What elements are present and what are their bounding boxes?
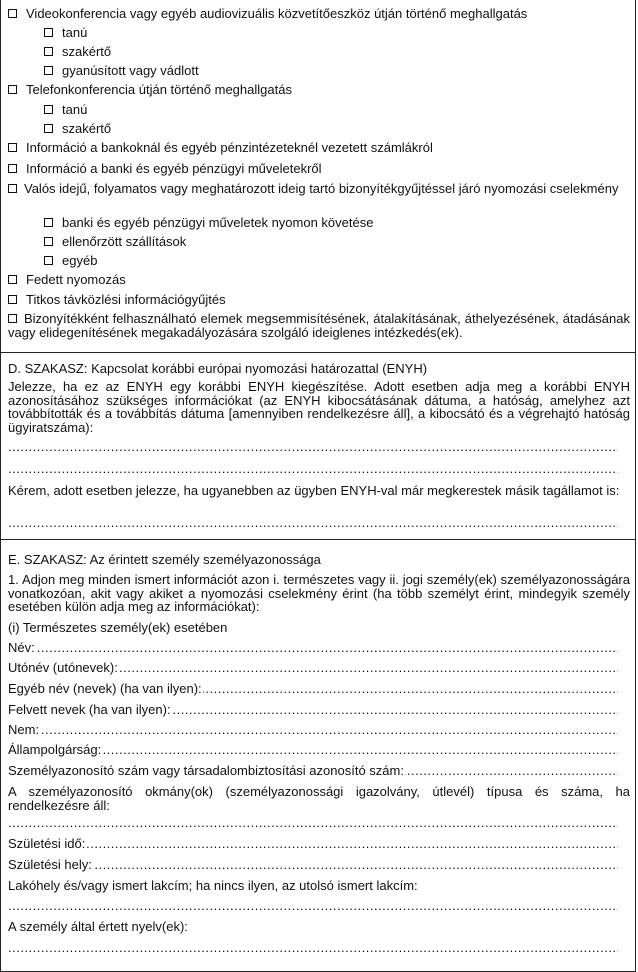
section-e-intro: 1. Adjon meg minden ismert információt azon i. természetes vagy ii. jogi személy(ek) személyazonosságára vonatkozóan, akit vagy akiket a nyomozási cselekmény érint (ha több személyt érint, mindegyik személy esetében külön adja meg az információkat): [8,572,630,614]
id-document-label: A személyazonosító okmány(ok) (személyazonossági igazolvány, útlevél) típusa és száma, ha rendelkezésre áll: [8,784,630,813]
checkbox[interactable] [44,256,53,265]
item-videoconference[interactable]: Videokonferencia vagy egyéb audiovizuális közvetítőeszköz útján történő meghallgatás [8,6,527,21]
checkbox[interactable] [44,218,53,227]
checkbox[interactable] [8,184,17,193]
surname-label: Utónév (utónevek): [8,660,118,675]
citizenship-label: Állampolgárság: [8,742,102,757]
answer-line-2[interactable] [8,461,618,476]
other-name-label: Egyéb név (nevek) (ha van ilyen): [8,681,202,696]
checkbox[interactable] [8,85,17,94]
item-provisional-measures[interactable]: Bizonyítékként felhasználható elemek megsemmisítésének, átalakításának, áthelyezésének, átadásának vagy elidegenítésének megakadályozására szolgáló ideiglenes intézkedés(ek). [8,311,630,340]
checkbox[interactable] [8,9,17,18]
subitem-controlled-delivery[interactable]: ellenőrzött szállítások [44,234,186,249]
checkbox[interactable] [8,314,17,323]
checkbox[interactable] [44,28,53,37]
alias-label: Felvett nevek (ha van ilyen): [8,702,171,717]
checkbox[interactable] [8,164,17,173]
subitem-monitoring[interactable]: banki és egyéb pénzügyi műveletek nyomon követése [44,215,373,230]
item-teleconference[interactable]: Telefonkonferencia útján történő meghallgatás [8,82,292,97]
item-realtime[interactable]: Valós idejű, folyamatos vagy meghatározott ideig tartó bizonyítékgyűjtéssel járó nyomozási cselekmény [8,182,630,196]
birth-place-field[interactable] [8,857,618,872]
item-interception[interactable]: Titkos távközlési információgyűjtés [8,292,226,307]
sex-field[interactable] [8,722,618,737]
language-label: A személy által értett nyelv(ek): [8,919,188,934]
checkbox[interactable] [44,66,53,75]
name-field[interactable] [8,640,618,655]
sex-label: Nem: [8,722,40,737]
checkbox[interactable] [8,295,17,304]
birth-place-label: Születési hely: [8,857,92,872]
checkbox[interactable] [44,237,53,246]
section-d-paragraph: Jelezze, ha ez az ENYH egy korábbi ENYH kiegészítése. Adott esetben adja meg a korábbi ENYH azonosításához szükséges információkat (az ENYH kibocsátásának dátuma, a hatóság, amelyhez azt továbbították és a továbbítás dátuma [amennyiben rendelkezésre áll], a kibocsátó és a végrehajtó hatóság ügyiratszáma): [8,379,630,435]
residence-label: Lakóhely és/vagy ismert lakcím; ha nincs ilyen, az utolsó ismert lakcím: [8,878,418,893]
answer-line-3[interactable] [8,515,618,530]
subitem-suspect[interactable]: gyanúsított vagy vádlott [44,63,199,78]
checkbox[interactable] [44,124,53,133]
subitem-witness-2[interactable]: tanú [44,102,87,117]
checkbox[interactable] [44,105,53,114]
item-bank-operations[interactable]: Információ a banki és egyéb pénzügyi műveletekről [8,161,322,176]
residence-field[interactable] [8,898,618,913]
section-e-heading: E. SZAKASZ: Az érintett személy személyazonossága [8,552,321,567]
id-document-field[interactable] [8,815,618,830]
checkbox[interactable] [8,143,17,152]
birth-date-field[interactable] [8,836,618,851]
section-d-heading: D. SZAKASZ: Kapcsolat korábbi európai nyomozási határozattal (ENYH) [8,361,428,376]
natural-person-subheading: (i) Természetes személy(ek) esetében [8,620,228,635]
answer-line-1[interactable] [8,439,618,454]
subitem-other[interactable]: egyéb [44,253,97,268]
item-covert-investigation[interactable]: Fedett nyomozás [8,272,126,287]
item-bank-accounts[interactable]: Információ a bankoknál és egyéb pénzintézeteknél vezetett számlákról [8,140,433,155]
subitem-expert-2[interactable]: szakértő [44,121,111,136]
checkbox[interactable] [8,275,17,284]
subitem-expert-1[interactable]: szakértő [44,44,111,59]
id-number-label: Személyazonosító szám vagy társadalombiztosítási azonosító szám: [8,763,404,778]
birth-date-label: Születési idő: [8,836,86,851]
name-label: Név: [8,640,35,655]
section-d-question: Kérem, adott esetben jelezze, ha ugyanebben az ügyben ENYH-val már megkerestek másik tagállamot is: [8,483,620,498]
subitem-witness-1[interactable]: tanú [44,25,87,40]
language-field[interactable] [8,940,618,955]
checkbox[interactable] [44,47,53,56]
